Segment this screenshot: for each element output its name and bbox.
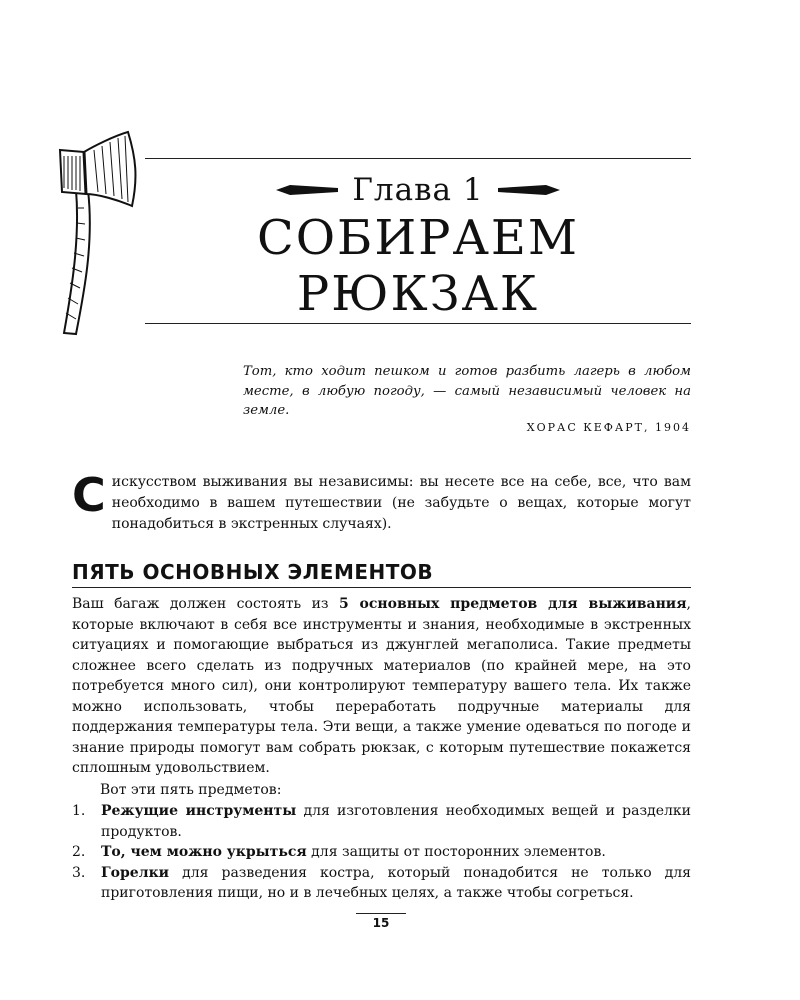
chapter-label-line xyxy=(145,168,691,212)
list-item-text: для защиты от посторонних элементов. xyxy=(306,844,606,860)
list-lead-in: Вот эти пять предметов: xyxy=(100,782,282,798)
section-heading: ПЯТЬ ОСНОВНЫХ ЭЛЕМЕНТОВ xyxy=(72,560,691,588)
list-item-number: 2. xyxy=(72,844,86,860)
chapter-title-line-2: РЮКЗАК xyxy=(296,266,540,322)
chapter-title-line-1: СОБИРАЕМ xyxy=(256,210,580,266)
chapter-title xyxy=(145,210,691,322)
body-paragraph xyxy=(72,594,691,779)
list-item xyxy=(72,801,691,842)
top-rule xyxy=(145,158,691,159)
axe-icon xyxy=(54,128,140,338)
chapter-label: Глава 1 xyxy=(352,172,484,208)
epigraph-author: ХОРАС КЕФАРТ, 1904 xyxy=(526,421,691,434)
list-item xyxy=(72,842,691,863)
drop-cap: С xyxy=(72,468,106,522)
epigraph-quote: Тот, кто ходит пешком и готов разбить лагерь в любом месте, в любую погоду, — самый независимый человек на земле. xyxy=(243,364,691,418)
intro-paragraph xyxy=(72,468,691,535)
list-item-title: Режущие инструменты xyxy=(101,803,297,819)
list-item-number: 3. xyxy=(72,864,86,881)
left-flourish-icon xyxy=(276,183,338,197)
list-item-text: для разведения костра, который понадобится не только для приготовления пищи, но и в лечебных целях, а также чтобы согреться. xyxy=(101,864,691,901)
body-text-emphasis: 5 основных предметов для выживания xyxy=(338,596,687,612)
intro-text: искусством выживания вы независимы: вы несете все на себе, все, что вам необходимо в вашем путешествии (не забудьте о вещах, которые могут понадобиться в экстренных случаях). xyxy=(111,474,691,532)
list-item-title: Горелки xyxy=(101,864,170,881)
list-item xyxy=(72,863,691,904)
list-item-title: То, чем можно укрыться xyxy=(101,844,307,860)
essentials-list xyxy=(72,801,691,904)
page-number: 15 xyxy=(372,916,390,930)
list-item-text: для изготовления необходимых вещей и разделки продуктов. xyxy=(101,803,692,840)
bottom-rule xyxy=(145,323,691,324)
body-text-rest: , которые включают в себя все инструменты и знания, необходимые в экстренных ситуациях и помогающие выбраться из джунглей мегаполиса. Такие предметы сложнее всего сделать из подручных материалов (по крайней мере, на это потребуется много сил), они контролируют температуру вашего тела. Их также можно использовать, чтобы переработать подручные материалы для поддержания температуры тела. Эти вещи, а также умение одеваться по погоде и знание природы помогут вам собрать рюкзак, с которым путешествие покажется сплошным удовольствием. xyxy=(72,596,691,776)
list-item-number: 1. xyxy=(72,803,86,819)
body-text-start: Ваш багаж должен состоять из xyxy=(72,596,339,612)
right-flourish-icon xyxy=(498,183,560,197)
page-number-rule xyxy=(356,913,406,914)
